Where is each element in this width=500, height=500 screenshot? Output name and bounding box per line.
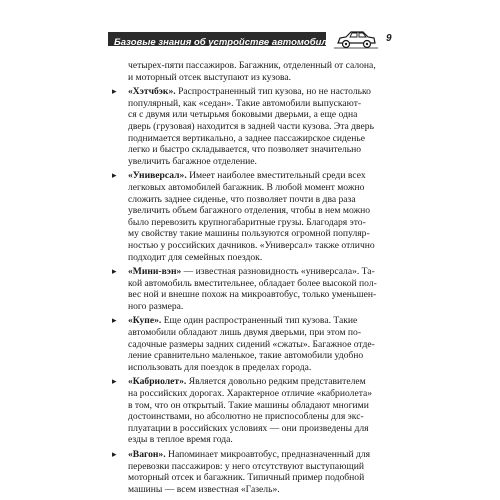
text-line	[128, 170, 400, 182]
text-line: поднимается вертикально, а заднее пассажирское сиденье	[128, 132, 365, 144]
text-line: ся с двумя или четырьмя боковыми дверьми, а еще одна	[128, 109, 358, 121]
text-line	[128, 266, 400, 278]
text-line: легко и быстро складывается, что позволяет значительно	[128, 144, 362, 156]
list-item	[108, 449, 400, 495]
bullet-icon: ▸	[112, 266, 117, 277]
text-line: было перевозить крупногабаритные грузы. Благодаря это-	[128, 216, 366, 228]
text-line: ного размера.	[128, 300, 184, 312]
term-description: Является довольно редким представителем	[186, 376, 366, 388]
term-label: «Универсал».	[128, 170, 187, 182]
text-line: ление сравнительно маленькое, такие автомобили удобно	[128, 350, 364, 362]
text-line	[128, 376, 400, 388]
text-line: садочные размеры задних сидений «сжаты». Багажное отде-	[128, 338, 375, 350]
term-label: «Купе».	[128, 315, 162, 327]
list-item	[108, 376, 400, 446]
text-line: достоинствами, но абсолютно не приспособлены для экс-	[128, 411, 364, 423]
text-line: и моторный отсек выступают из кузова.	[128, 71, 292, 83]
list-item	[108, 170, 400, 263]
bullet-icon: ▸	[112, 170, 117, 181]
text-line: вес ной и внешне похож на микроавтобус, только уменьшен-	[128, 289, 377, 301]
text-line	[128, 86, 400, 98]
text-line: использовать для поездок в пределах города.	[128, 361, 312, 373]
term-label: «Хэтчбэк».	[128, 86, 176, 98]
bullet-icon: ▸	[112, 449, 117, 459]
running-header	[108, 28, 400, 52]
text-line: му свойству такие машины пользуются огромной популяр-	[128, 228, 370, 240]
bullet-icon: ▸	[112, 86, 117, 97]
list-item	[108, 315, 400, 373]
text-line: плуатации в российских условиях — они произведены для	[128, 422, 369, 434]
term-label: «Кабриолет».	[128, 376, 187, 388]
text-line	[128, 449, 400, 461]
text-line: перевозки пассажиров: у него отсутствуют выступающий	[128, 460, 365, 472]
text-line: увеличить объем багажного отделения, чтобы в нем можно	[128, 205, 371, 217]
text-line: легковых автомобилей багажник. В любой момент можно	[128, 181, 365, 193]
term-description: Напоминает микроавтобус, предназначенный для	[165, 449, 371, 460]
text-line: подходит для семейных поездок.	[128, 251, 263, 263]
text-line: машины — всем известная «Газель».	[128, 483, 280, 495]
term-description: — известная разновидность «универсала». Та-	[181, 266, 375, 278]
body-type-list	[108, 86, 400, 495]
text-line: ностью у российских дачников. «Универсал» также отлично	[128, 239, 375, 251]
text-line: дверь (грузовая) находится в задней части кузова. Эта дверь	[128, 120, 374, 132]
term-description: Еще один распространенный тип кузова. Такие	[161, 315, 358, 327]
list-item	[108, 86, 400, 167]
header-bar	[108, 32, 333, 48]
text-line: увеличить багажное отделение.	[128, 155, 257, 167]
list-item	[108, 266, 400, 312]
bullet-icon: ▸	[112, 376, 117, 387]
text-line: сложить заднее сиденье, что позволяет почти в два раза	[128, 193, 356, 205]
text-line: езды в теплое время года.	[128, 434, 233, 446]
text-line: моторный отсек и багажник. Типичный пример подобной	[128, 472, 365, 484]
intro-paragraph	[108, 60, 400, 83]
text-line: четырех-пяти пассажиров. Багажник, отделенный от салона,	[128, 60, 376, 71]
term-description: Имеет наиболее вместительный среди всех	[186, 170, 366, 182]
text-line: автомобили обладают лишь двумя дверьми, при этом по-	[128, 327, 362, 339]
text-line: кой автомобиль вместительнее, обладает более высокой пол-	[128, 277, 377, 289]
text-line: популярный, как «седан». Такие автомобили выпускают-	[128, 97, 362, 109]
page-body	[108, 60, 400, 498]
text-line: в том, что он открытый. Такие машины обладают многими	[128, 399, 369, 411]
term-label: «Мини-вэн»	[128, 266, 182, 278]
car-icon	[334, 28, 378, 50]
term-label: «Вагон».	[128, 449, 166, 460]
page-number: 9	[386, 33, 392, 44]
text-line	[128, 315, 400, 327]
term-description: Распространенный тип кузова, но не настолько	[175, 86, 371, 98]
header-title: Базовые знания об устройстве автомобиля	[114, 37, 333, 48]
text-line: на российских дорогах. Характерное отличие «кабриолета»	[128, 388, 373, 400]
bullet-icon: ▸	[112, 315, 117, 326]
